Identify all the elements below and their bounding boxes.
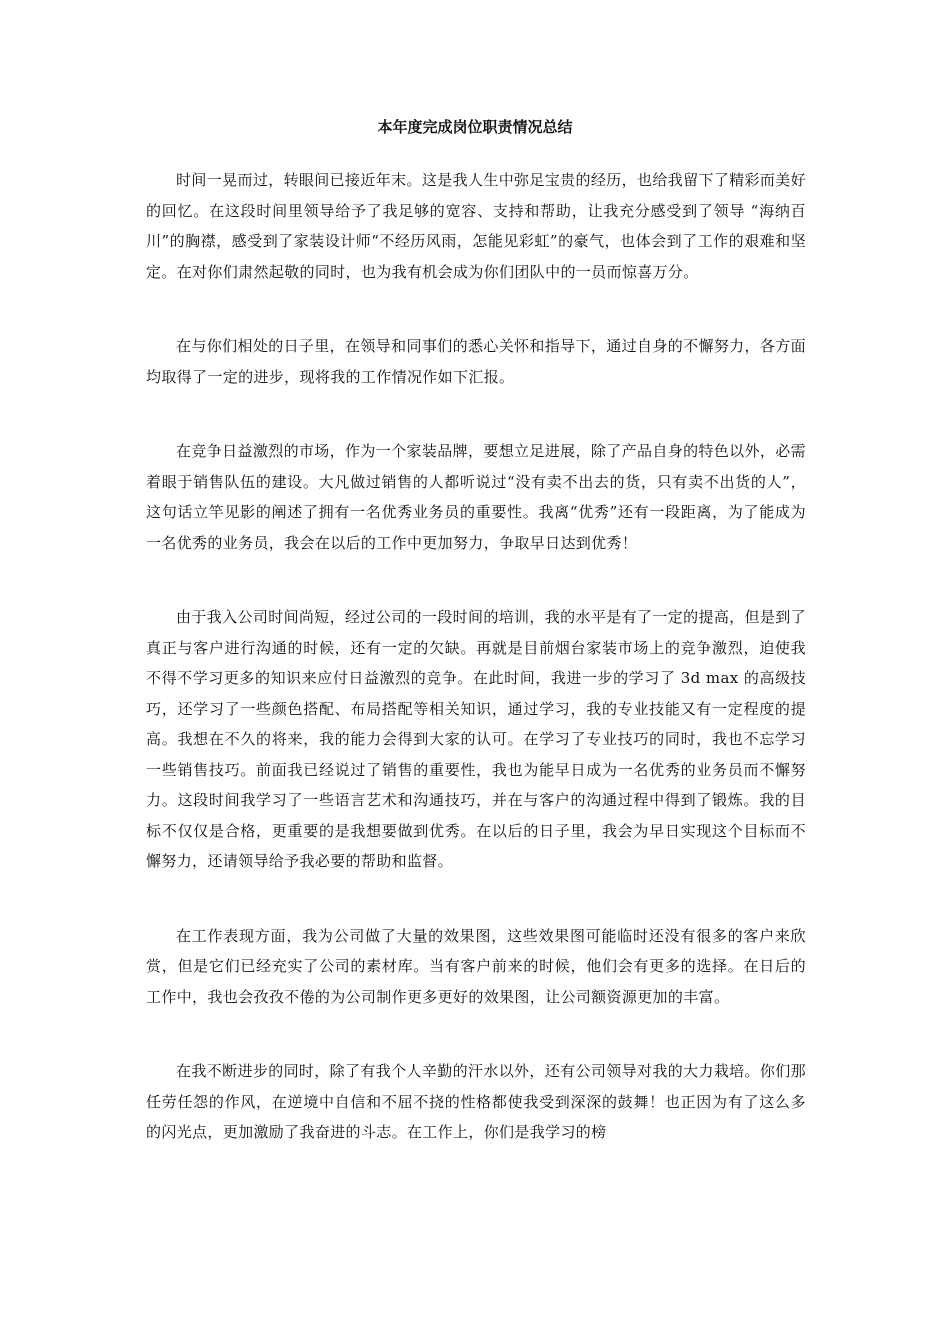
paragraph-1: 时间一晃而过，转眼间已接近年末。这是我人生中弥足宝贵的经历，也给我留下了精彩而美好的回忆。在这段时间里领导给予了我足够的宽容、支持和帮助，让我充分感受到了领导 “海纳百川”的胸襟，感受到了家装设计师“不经历风雨，怎能见彩虹”的豪气，也体会到了工作的艰难和坚定。在对你们肃然起敬的同时，也为我有机会成为你们团队中的一员而惊喜万分。: [146, 171, 806, 281]
paragraph-4: 由于我入公司时间尚短，经过公司的一段时间的培训，我的水平是有了一定的提高，但是到了真正与客户进行沟通的时候，还有一定的欠缺。再就是目前烟台家装市场上的竞争激烈，迫使我不得不学习更多的知识来应付日益激烈的竞争。在此时间，我进一步的学习了 3d max 的高级技巧，还学习了一些颜色搭配、布局搭配等相关知识，通过学习，我的专业技能又有一定程度的提高。我想在不久的将来，我的能力会得到大家的认可。在学习了专业技巧的同时，我也不忘学习一些销售技巧。前面我已经说过了销售的重要性，我也为能早日成为一名优秀的业务员而不懈努力。这段时间我学习了一些语言艺术和沟通技巧，并在与客户的沟通过程中得到了锻炼。我的目标不仅仅是合格，更重要的是我想要做到优秀。在以后的日子里，我会为早日实现这个目标而不懈努力，还请领导给予我必要的帮助和监督。: [146, 608, 806, 870]
document-body: [146, 165, 806, 1192]
paragraph-6: 在我不断进步的同时，除了有我个人辛勤的汗水以外，还有公司领导对我的大力栽培。你们那任劳任怨的作风，在逆境中自信和不屈不挠的性格都使我受到深深的鼓舞！也正因为有了这么多的闪光点，更加激励了我奋进的斗志。在工作上，你们是我学习的榜: [146, 1062, 806, 1141]
document-title: 本年度完成岗位职责情况总结: [377, 118, 573, 136]
paragraph-2: 在与你们相处的日子里，在领导和同事们的悉心关怀和指导下，通过自身的不懈努力，各方面均取得了一定的进步，现将我的工作情况作如下汇报。: [146, 337, 806, 386]
paragraph-3: 在竞争日益激烈的市场，作为一个家装品牌，要想立足进展，除了产品自身的特色以外，必需着眼于销售队伍的建设。大凡做过销售的人都听说过“没有卖不出去的货，只有卖不出货的人”，这句话立竿见影的阐述了拥有一名优秀业务员的重要性。我离“优秀”还有一段距离，为了能成为一名优秀的业务员，我会在以后的工作中更加努力，争取早日达到优秀！: [146, 442, 806, 552]
paragraph-5: 在工作表现方面，我为公司做了大量的效果图，这些效果图可能临时还没有很多的客户来欣赏，但是它们已经充实了公司的素材库。当有客户前来的时候，他们会有更多的选择。在日后的工作中，我也会孜孜不倦的为公司制作更多更好的效果图，让公司额资源更加的丰富。: [146, 926, 806, 1006]
